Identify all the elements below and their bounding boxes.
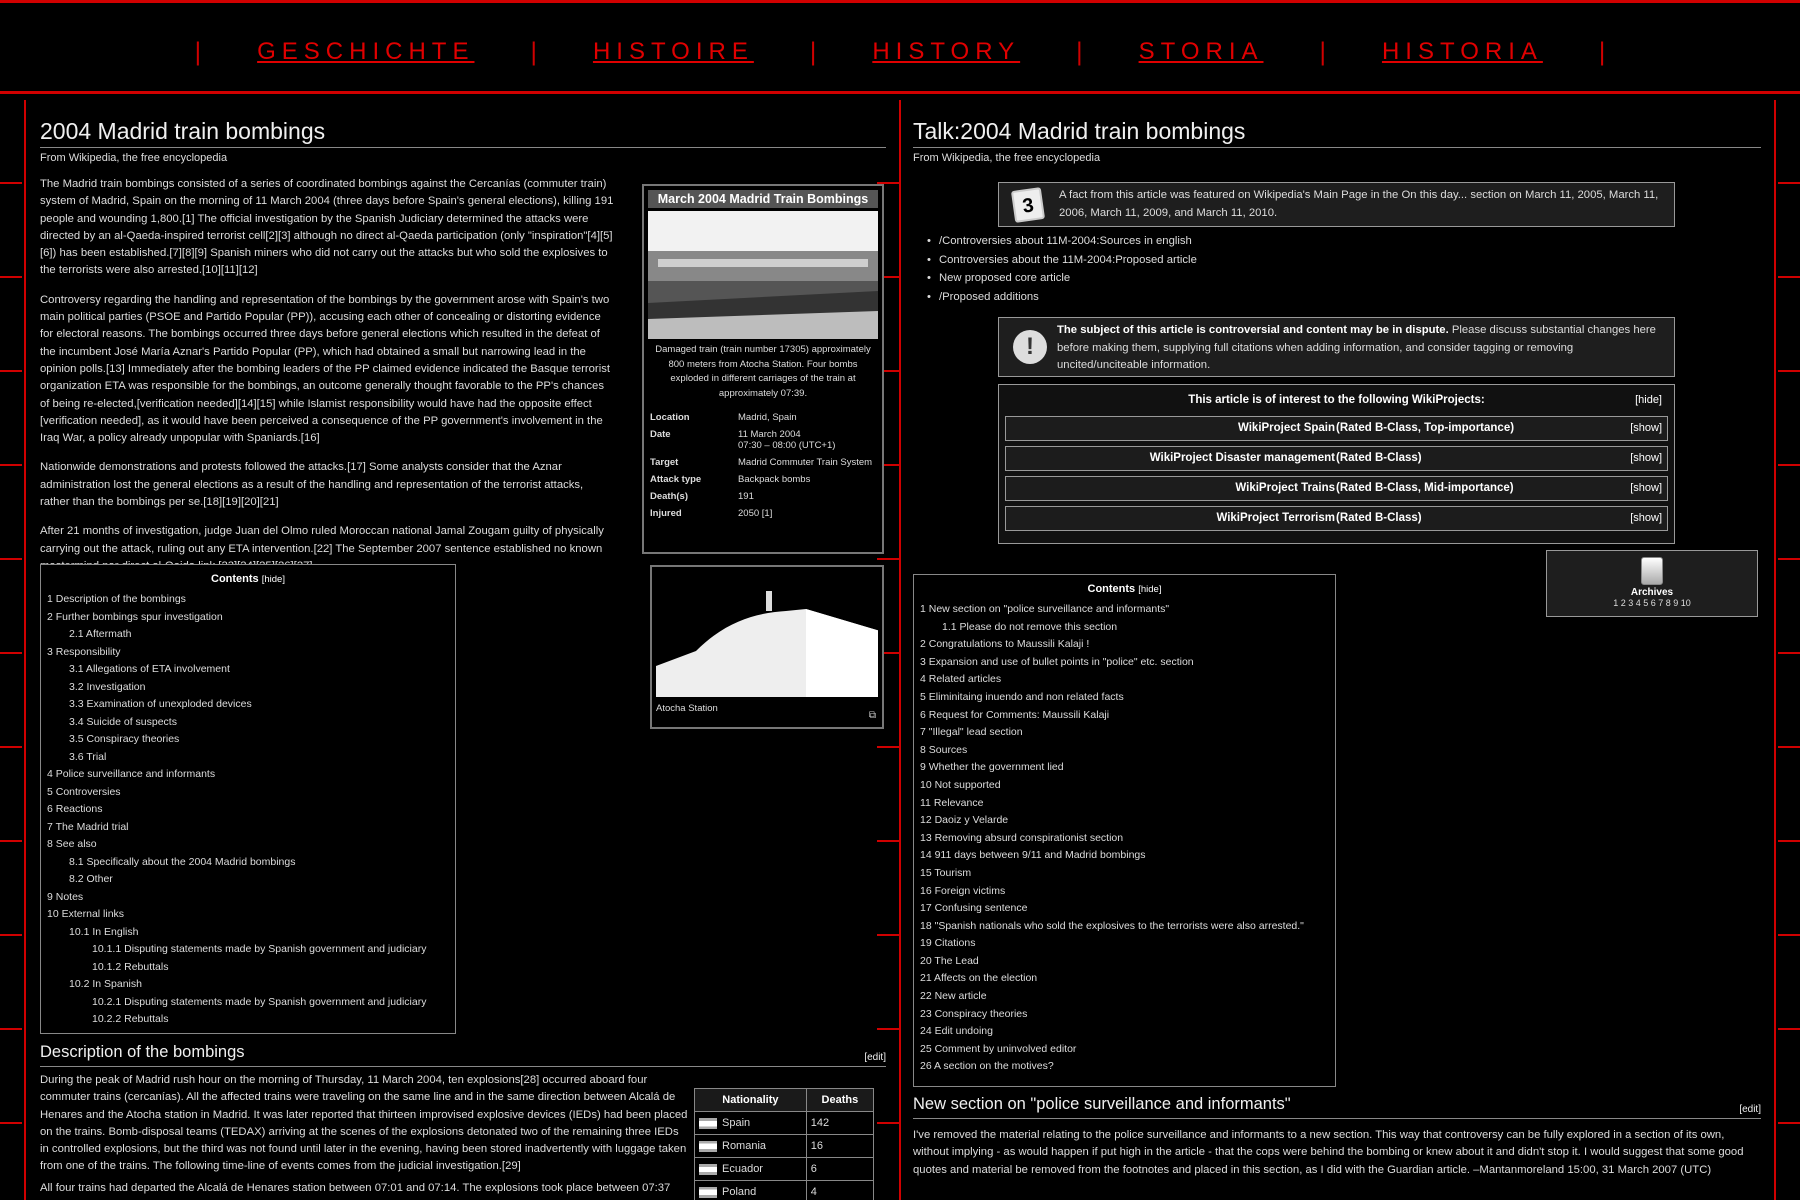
- intro-paragraph: After 21 months of investigation, judge Juan del Olmo ruled Moroccan national Jamal Zougam guilty of physically carrying out the attack, ruling out any ETA intervention.[22] The September 2007 sentence established no known: [40, 525, 604, 555]
- infobox-key: Date: [650, 429, 671, 440]
- wikiproject-rating: (Rated B-Class): [1336, 452, 1422, 464]
- nav-link-geschichte[interactable]: GESCHICHTE: [257, 38, 475, 65]
- toc-item[interactable]: 3 Responsibility: [47, 645, 121, 658]
- dispute-notice: ! The subject of this article is controversial and content may be in dispute. Please discuss substantial changes here before making them, supplying full citations when adding information, and consider tagging or removing uncited/unciteable information.: [998, 317, 1675, 377]
- infobox-table: [648, 409, 878, 522]
- country-name[interactable]: Spain: [722, 1117, 751, 1129]
- toc-item[interactable]: 13 Removing absurd conspirationist section: [920, 831, 1124, 844]
- toc-item[interactable]: 8 See also: [47, 838, 97, 850]
- deaths-cell: 16: [806, 1135, 873, 1158]
- article-pane: [40, 100, 886, 1200]
- nav-separator: |: [805, 38, 821, 66]
- talk-links: [927, 232, 1197, 306]
- frame-tick: [1778, 370, 1800, 372]
- intro-paragraph: Nationwide demonstrations and protests followed the attacks.[17] Some analysts consider that the Aznar administration lost the general elections as a result of the handling and representation of the terrorist attacks, rather than the bombings per se.[18][19][20][21]: [40, 461, 584, 509]
- toc-item[interactable]: 9 Whether the government lied: [920, 761, 1064, 774]
- infobox-key: Target: [650, 457, 679, 468]
- station-thumbnail: [650, 565, 884, 729]
- flag-icon: [699, 1141, 717, 1152]
- talk-section-body: I've removed the material relating to the police surveillance and informants to a new section. This way that controversy can be fully explored in a section of its own, without implying - as would happen if put high in the article - that the cops were behind the bombing or knew about it and didn't stop it. I would suggest that some good quotes and material be removed from the footnotes and placed in this section, as I did with the Guardian article. –Mantanmoreland 15:00, 31 March 2007 (UTC): [913, 1129, 1744, 1176]
- toc-item[interactable]: 8 Sources: [920, 743, 968, 756]
- wikiproject-name[interactable]: WikiProject Terrorism: [1216, 512, 1335, 524]
- article-contents: [40, 564, 456, 1034]
- toc-item[interactable]: 4 Related articles: [920, 673, 1002, 686]
- frame-tick: [1778, 1028, 1800, 1030]
- country-name[interactable]: Poland: [722, 1186, 757, 1198]
- infobox-title: March 2004 Madrid Train Bombings: [648, 190, 878, 208]
- toc-item[interactable]: 24 Edit undoing: [920, 1025, 993, 1038]
- toc-item[interactable]: 10.2 In Spanish: [69, 978, 142, 990]
- toc-item[interactable]: 23 Conspiracy theories: [920, 1007, 1028, 1020]
- talk-contents: [913, 574, 1336, 1087]
- page-subtitle: From Wikipedia, the free encyclopedia: [40, 152, 228, 164]
- toc-item[interactable]: 3.3 Examination of unexploded devices: [69, 698, 252, 710]
- frame-tick: [0, 1122, 22, 1124]
- toc-item[interactable]: 10 Not supported: [920, 778, 1001, 791]
- page-title: 2004 Madrid train bombings: [40, 118, 886, 148]
- frame-tick: [0, 746, 22, 748]
- toc-title: Contents [hide]: [211, 573, 285, 585]
- language-nav: [0, 37, 1800, 67]
- nationality-row: [695, 1181, 874, 1200]
- toc-item[interactable]: 2 Further bombings spur investigation: [47, 610, 223, 623]
- nav-link-historia[interactable]: HISTORIA: [1381, 38, 1543, 65]
- toc-item[interactable]: 18 "Spanish nationals who sold the explosives to the terrorists were also arrested.": [920, 919, 1304, 932]
- toc-item[interactable]: 5 Eliminitaing inuendo and non related facts: [920, 690, 1124, 703]
- deaths-cell: 4: [806, 1181, 873, 1200]
- toc-item[interactable]: 3.1 Allegations of ETA involvement: [69, 663, 230, 675]
- toc-item[interactable]: 21 Affects on the election: [920, 972, 1038, 985]
- nationality-cell: [695, 1135, 807, 1158]
- talk-section-heading: New section on "police surveillance and informants" [edit]: [913, 1095, 1761, 1119]
- toc-item[interactable]: 1.1 Please do not remove this section: [942, 620, 1118, 633]
- nav-separator: |: [1315, 38, 1330, 66]
- nationality-row: [695, 1135, 874, 1158]
- frame-tick: [0, 934, 22, 936]
- toc-item[interactable]: 10 External links: [47, 908, 125, 920]
- frame-line-center: [899, 100, 901, 1200]
- nav-separator: |: [1072, 38, 1087, 66]
- nationality-table: Nationality Deaths Spain 142 Romania 16 Ecuador 6 Poland 4: [694, 1088, 874, 1200]
- edit-link[interactable]: [edit]: [1739, 1104, 1761, 1115]
- wikiproject-rating: (Rated B-Class, Top-importance): [1336, 422, 1515, 434]
- wikiproject-show-link[interactable]: [show]: [1630, 482, 1662, 494]
- archive-icon: [1641, 557, 1663, 585]
- toc-item[interactable]: 3.4 Suicide of suspects: [69, 715, 177, 728]
- talk-pane: [913, 100, 1761, 1200]
- infobox-value: Madrid, Spain: [738, 412, 797, 423]
- infobox-value: Madrid Commuter Train System: [738, 457, 873, 468]
- toc-item[interactable]: 7 The Madrid trial: [47, 820, 129, 833]
- infobox-key: Death(s): [650, 491, 689, 502]
- infobox-value: Backpack bombs: [738, 474, 811, 485]
- toc-item[interactable]: 5 Controversies: [47, 785, 121, 798]
- nationality-cell: [695, 1112, 807, 1135]
- frame-tick: [1778, 182, 1800, 184]
- nav-link-histoire[interactable]: HISTOIRE: [592, 38, 754, 65]
- toc-item[interactable]: 6 Reactions: [47, 803, 103, 815]
- wikiproject-name[interactable]: WikiProject Spain: [1237, 422, 1335, 434]
- toc-item[interactable]: 1 New section on "police surveillance and informants": [920, 603, 1170, 615]
- projects-hide-link[interactable]: [hide]: [1635, 394, 1662, 406]
- atocha-station-image[interactable]: [656, 571, 878, 697]
- toc-title: Contents [hide]: [1087, 583, 1162, 595]
- talk-subtitle: From Wikipedia, the free encyclopedia: [913, 152, 1101, 164]
- toc-item[interactable]: 7 "Illegal" lead section: [920, 726, 1023, 739]
- section-paragraph: During the peak of Madrid rush hour on the morning of Thursday, 11 March 2004, ten explosions[28] occurred aboard four commuter trains (cercanías). All the affected trains were traveling on the same line and in the same direction between Alcalá de Henares and the Atocha station in Madrid. It was later reported that thirteen improvised explosive devices (IEDs) had been placed on the trains. Bomb-disposal teams (TEDAX) arriving at the scenes of the explosions detonated two of the remaining three IEDs in controlled explosions, but the third was not found until later in the evening, having been stored inadvertently with luggage taken from one of the trains. The following time-line of events comes from the judicial investigation.[29]: [40, 1074, 688, 1173]
- toc-item[interactable]: 16 Foreign victims: [920, 884, 1006, 897]
- wikiproject-rating: (Rated B-Class, Mid-importance): [1336, 482, 1514, 494]
- archives-links[interactable]: 1 2 3 4 5 6 7 8 9 10: [1613, 598, 1691, 608]
- featured-fact-notice: 3 A fact from this article was featured on Wikipedia's Main Page in the On this day... section on March 11, 2005, March 11, 2006, March 11, 2009, and March 11, 2010.: [998, 182, 1675, 227]
- wikiproject-show-link[interactable]: [show]: [1630, 512, 1662, 524]
- nav-link-storia[interactable]: STORIA: [1138, 38, 1264, 65]
- toc-hide-link[interactable]: [hide]: [1138, 584, 1162, 595]
- toc-item[interactable]: 10.1.2 Rebuttals: [92, 960, 169, 973]
- frame-tick: [1778, 840, 1800, 842]
- toc-item[interactable]: 8.1 Specifically about the 2004 Madrid bombings: [69, 855, 296, 868]
- calendar-icon: 3: [1011, 187, 1045, 223]
- toc-item[interactable]: 26 A section on the motives?: [920, 1060, 1054, 1073]
- toc-item[interactable]: 17 Confusing sentence: [920, 902, 1028, 915]
- toc-item[interactable]: 10.2.2 Rebuttals: [92, 1013, 169, 1025]
- frame-tick: [0, 464, 22, 466]
- archives-label[interactable]: Archives: [1630, 587, 1674, 598]
- talk-subpage-link[interactable]: • /Controversies about 11M-2004:Sources in english: [927, 232, 1197, 251]
- toc-item[interactable]: 3.5 Conspiracy theories: [69, 733, 180, 745]
- talk-title: Talk:2004 Madrid train bombings: [913, 118, 1761, 148]
- infobox-value: 2050 [1]: [738, 508, 773, 519]
- toc-item[interactable]: 11 Relevance: [920, 796, 984, 809]
- wikiproject-row: [1005, 446, 1668, 471]
- edit-link[interactable]: [edit]: [864, 1052, 886, 1063]
- intro-paragraph: The Madrid train bombings consisted of a series of coordinated bombings against the Cercanías (commuter train) system of Madrid, Spain on the morning of 11 March 2004 (three days before Spain's general elections), killing 191 people and wounding 1,800.[1] The official investigation by the Spanish Judiciary determined the attacks were directed by an al-Qaeda-inspired terrorist cell[2][3] although no direct al-Qaeda participation (only "inspiration"[4][5][6]) has been established.[7][8][9] Spanish miners who did not carry out the attacks but who sold the explosives to the terrorists were also arrested.[10][11][12]: [40, 178, 614, 277]
- toc-item[interactable]: 15 Tourism: [920, 866, 972, 879]
- toc-item[interactable]: 6 Request for Comments: Maussili Kalaji: [920, 708, 1110, 721]
- nav-separator: |: [526, 38, 541, 66]
- infobox-row: [648, 471, 878, 488]
- warning-icon: !: [1013, 330, 1047, 364]
- frame-line-left: [24, 100, 26, 1200]
- toc-item[interactable]: 9 Notes: [47, 890, 84, 903]
- toc-item[interactable]: 25 Comment by uninvolved editor: [920, 1042, 1077, 1055]
- frame-tick: [1778, 934, 1800, 936]
- toc-hide-link[interactable]: [hide]: [261, 574, 285, 585]
- toc-item[interactable]: 10.1 In English: [69, 925, 139, 938]
- frame-tick: [0, 370, 22, 372]
- enlarge-icon[interactable]: ⧉: [868, 710, 876, 721]
- wikiproject-show-link[interactable]: [show]: [1630, 452, 1662, 464]
- nationality-cell: [695, 1158, 807, 1181]
- infobox-value: 191: [738, 491, 754, 502]
- wikiprojects-banner: This article is of interest to the following WikiProjects: [hide] WikiProject Spain (Rated B-Class, Top-importance) [show] WikiProject Disaster management (Rated B-Class) [show] WikiProject Trains (Rated B-Class, Mid-importance) [show] WikiProject Terrorism (Rated B-Class) [show]: [998, 384, 1675, 544]
- wikiproject-rating: (Rated B-Class): [1336, 512, 1422, 524]
- infobox-row: [648, 505, 878, 522]
- deaths-cell: 6: [806, 1158, 873, 1181]
- nav-separator: |: [1594, 38, 1610, 66]
- toc-item[interactable]: 3.2 Investigation: [69, 680, 146, 693]
- wikiproject-row: [1005, 476, 1668, 501]
- toc-item[interactable]: 14 911 days between 9/11 and Madrid bombings: [920, 849, 1146, 862]
- toc-item[interactable]: 2.1 Aftermath: [69, 628, 132, 640]
- frame-tick: [0, 840, 22, 842]
- infobox-row: [648, 426, 878, 454]
- flag-icon: [699, 1118, 717, 1129]
- station-caption: Atocha Station: [656, 703, 718, 714]
- wikiproject-row: [1005, 416, 1668, 441]
- wikiproject-show-link[interactable]: [show]: [1630, 422, 1662, 434]
- toc-item[interactable]: 4 Police surveillance and informants: [47, 768, 216, 780]
- infobox-key: Location: [650, 412, 690, 423]
- toc-item[interactable]: 20 The Lead: [920, 954, 979, 967]
- infobox-value: 11 March 2004 07:30 – 08:00 (UTC+1): [738, 429, 836, 451]
- frame-tick: [1778, 746, 1800, 748]
- deaths-cell: 142: [806, 1112, 873, 1135]
- infobox-key: Attack type: [650, 474, 702, 485]
- frame-line-right: [1774, 100, 1776, 1200]
- wikiproject-row: [1005, 506, 1668, 531]
- frame-tick: [0, 182, 22, 184]
- talk-subpage-link[interactable]: • New proposed core article: [927, 269, 1197, 288]
- toc-item[interactable]: 22 New article: [920, 990, 987, 1003]
- infobox-key: Injured: [650, 508, 682, 519]
- frame-tick: [1778, 276, 1800, 278]
- talk-subpage-link[interactable]: • /Proposed additions: [927, 288, 1197, 307]
- infobox-row: [648, 454, 878, 471]
- toc-item[interactable]: 8.2 Other: [69, 873, 113, 885]
- frame-tick: [1778, 558, 1800, 560]
- toc-item[interactable]: 2 Congratulations to Maussili Kalaji !: [920, 638, 1090, 651]
- country-name[interactable]: Romania: [722, 1140, 767, 1152]
- frame-tick: [0, 652, 22, 654]
- country-name[interactable]: Ecuador: [722, 1163, 763, 1175]
- frame-tick: [1778, 1122, 1800, 1124]
- frame-tick: [0, 558, 22, 560]
- infobox-caption: Damaged train (train number 17305) approximately 800 meters from Atocha Station. Four bombs exploded in different carriages of the train at approximately 07:39.: [655, 344, 871, 399]
- frame-tick: [0, 276, 22, 278]
- frame-tick: [1778, 652, 1800, 654]
- nationality-row: [695, 1158, 874, 1181]
- infobox-row: [648, 488, 878, 505]
- infobox-row: [648, 409, 878, 426]
- flag-icon: [699, 1164, 717, 1175]
- infobox: [642, 184, 884, 554]
- wikiproject-name[interactable]: WikiProject Trains: [1235, 482, 1335, 494]
- language-nav-bar: [0, 0, 1800, 94]
- wikiproject-name[interactable]: WikiProject Disaster management: [1149, 452, 1335, 464]
- flag-icon: [699, 1187, 717, 1198]
- toc-item[interactable]: 3.6 Trial: [69, 750, 107, 763]
- nationality-cell: [695, 1181, 807, 1200]
- toc-item[interactable]: 10.2.1 Disputing statements made by Spanish government and judiciary: [92, 995, 427, 1008]
- toc-item[interactable]: 12 Daoiz y Velarde: [920, 814, 1009, 827]
- section-paragraph: All four trains had departed the Alcalá de Henares station between 07:01 and 07:14. The explosions took place between 07:37: [40, 1181, 671, 1194]
- damaged-train-image[interactable]: [648, 211, 878, 339]
- nav-separator: |: [190, 38, 206, 66]
- toc-item[interactable]: 19 Citations: [920, 937, 976, 950]
- toc-item[interactable]: 10.1.1 Disputing statements made by Spanish government and judiciary: [92, 943, 427, 955]
- archives-box: [1546, 550, 1758, 617]
- toc-item[interactable]: 1 Description of the bombings: [47, 593, 186, 605]
- talk-subpage-link[interactable]: • Controversies about the 11M-2004:Proposed article: [927, 251, 1197, 270]
- toc-item[interactable]: 3 Expansion and use of bullet points in "police" etc. section: [920, 655, 1194, 668]
- frame-tick: [0, 1028, 22, 1030]
- intro-paragraph: Controversy regarding the handling and representation of the bombings by the government arose with Spain's two main political parties (PSOE and Partido Popular (PP)), accusing each other of concealing or distorting evidence for electoral reasons. The bombings occurred three days before general elections which resulted in the defeat of the incumbent José María Aznar's Partido Popular (PP), which had obtained a small but narrowing lead in the opinion polls.[13] Immediately after the bombing leaders of the PP claimed evidence indicated the Basque terrorist organization ETA was responsible for the bombings, an outcome generally thought favorable to the PP's chances of being re-elected,[verification needed][14][15] while Islamist responsibility would have had the opposite effect [verification needed], as it would have been perceived a consequence of the PP government's involvement in the Iraq War, a policy already unpopular with Spaniards.[16]: [40, 293, 610, 445]
- section-heading: Description of the bombings [edit]: [40, 1043, 886, 1067]
- frame-tick: [1778, 464, 1800, 466]
- nationality-row: [695, 1112, 874, 1135]
- nav-link-history[interactable]: HISTORY: [872, 38, 1021, 65]
